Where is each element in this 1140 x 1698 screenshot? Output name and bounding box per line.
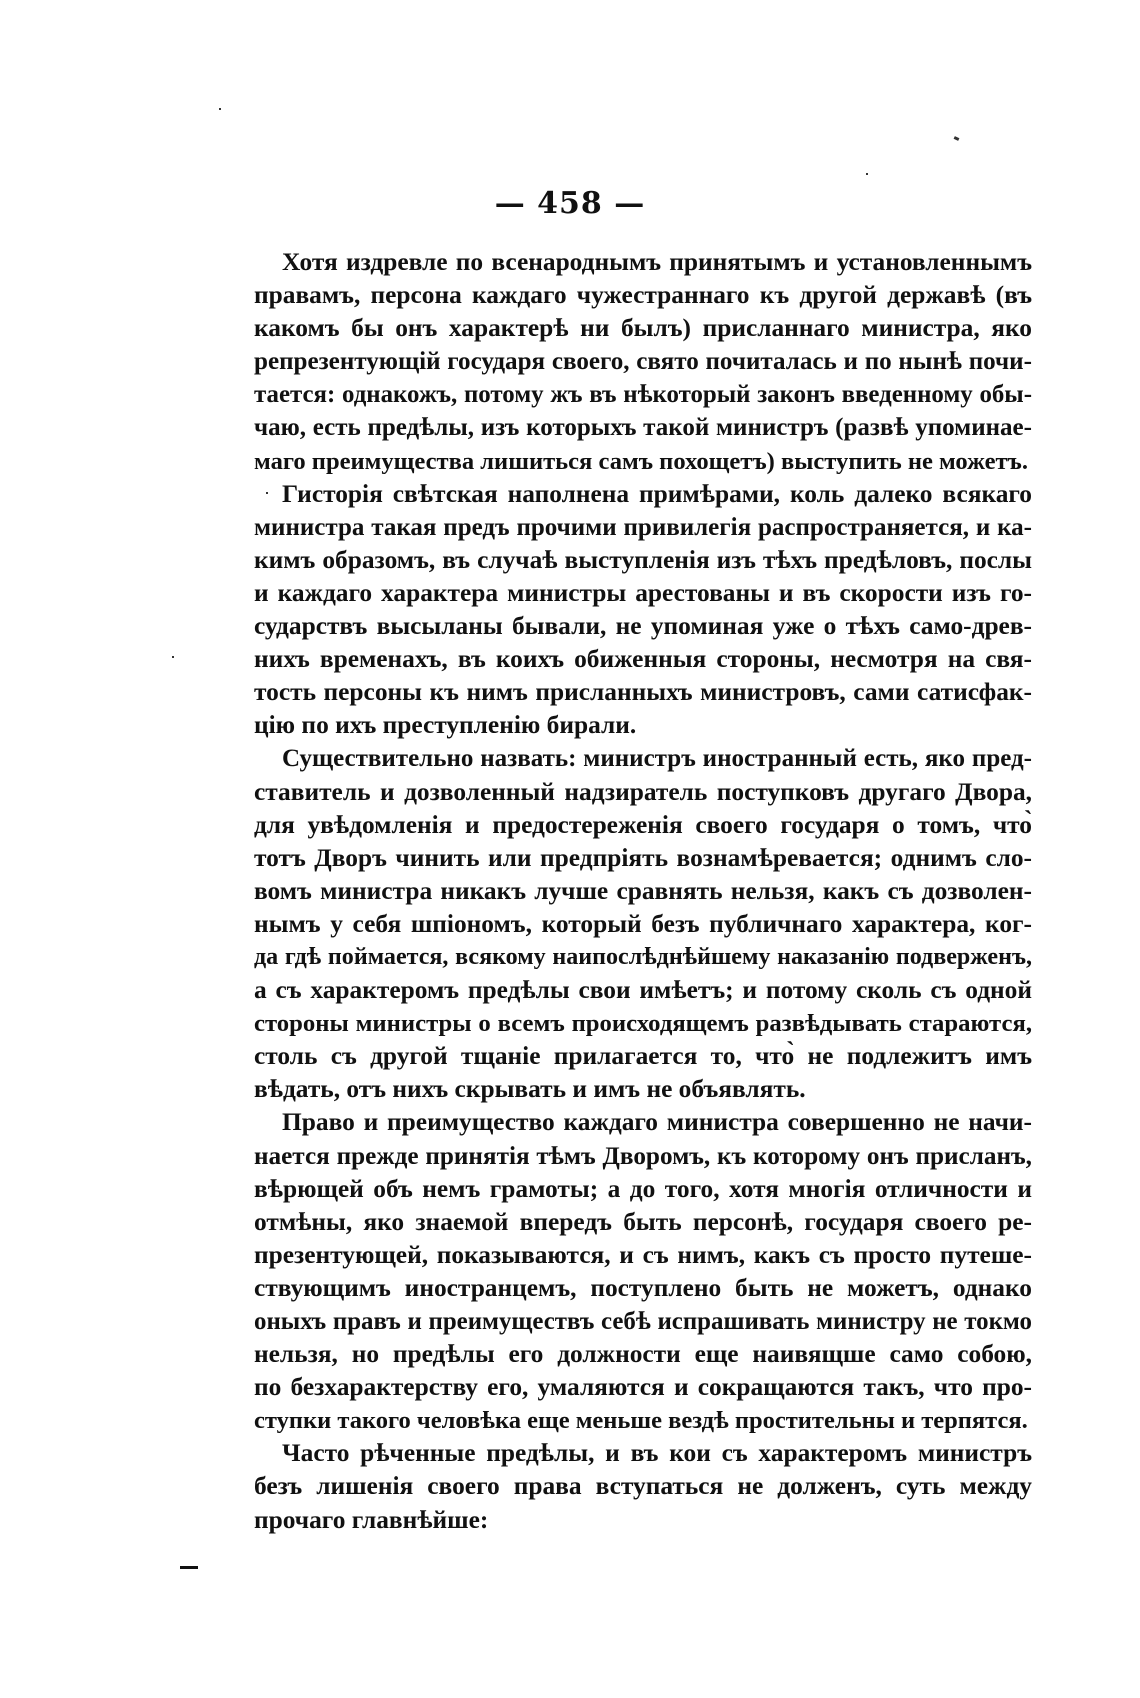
scan-speck: [954, 136, 960, 141]
text-line: безъ лишенія своего права вступаться не долженъ, суть между: [254, 1472, 1032, 1501]
text-line: прочаго главнѣйше:: [254, 1505, 489, 1534]
text-line: столь съ другой тщаніе прилагается то, что̀ не подлежитъ имъ: [254, 1042, 1032, 1071]
text-line: Гисторія свѣтская наполнена примѣрами, коль далеко всякаго: [282, 479, 1032, 508]
text-line: вѣдать, отъ нихъ скрывать и имъ не объявлять.: [254, 1075, 806, 1104]
text-line: ступки такого человѣка еще меньше вездѣ простительны и терпятся.: [254, 1407, 1028, 1435]
text-line: а съ характеромъ предѣлы свои имѣетъ; и потому сколь съ одной: [254, 976, 1032, 1005]
text-line: для увѣдомленія и предостереженія своего государя о томъ, что̀: [254, 810, 1032, 839]
paragraph: [254, 742, 1032, 1106]
body-text: [254, 246, 1032, 1537]
text-line: тается: однакожъ, потому жъ въ нѣкоторый законъ введенному обы-: [254, 381, 1032, 409]
scan-mark: [180, 1566, 198, 1569]
text-line: правамъ, персона каждаго чужестраннаго къ другой державѣ (въ: [254, 281, 1032, 310]
paragraph: [254, 1106, 1032, 1437]
text-line: стороны министры о всемъ происходящемъ развѣдывать стараются,: [254, 1010, 1032, 1038]
text-line: нихъ временахъ, въ коихъ обиженныя стороны, несмотря на свя-: [254, 645, 1032, 674]
text-line: ставитель и дозволенный надзиратель поступковъ другаго Двора,: [254, 777, 1032, 806]
text-line: вѣрющей объ немъ грамоты; а до того, хотя многія отличности и: [254, 1174, 1032, 1203]
text-line: тотъ Дворъ чинить или предпріять вознамѣревается; однимъ сло-: [254, 843, 1032, 872]
text-line: сударствъ высыланы бывали, не упоминая уже о тѣхъ само-древ-: [254, 612, 1032, 641]
text-line: нельзя, но предѣлы его должности еще наивящше само собою,: [254, 1340, 1032, 1369]
text-line: Часто рѣченные предѣлы, и въ кои съ характеромъ министръ: [282, 1439, 1032, 1468]
page-number: — 458 —: [494, 186, 646, 221]
text-line: Существительно назвать: министръ иностранный есть, яко пред-: [282, 745, 1032, 773]
text-line: цію по ихъ преступленію бирали.: [254, 711, 637, 740]
text-line: министра такая предъ прочими привилегія распространяется, и ка-: [254, 513, 1032, 541]
text-line: и каждаго характера министры арестованы и въ скорости изъ го-: [254, 578, 1032, 607]
text-line: ствующимъ иностранцемъ, поступлено быть не можетъ, однако: [254, 1273, 1032, 1302]
text-line: чаю, есть предѣлы, изъ которыхъ такой министръ (развѣ упоминае-: [254, 414, 1032, 442]
text-line: Право и преимущество каждаго министра совершенно не начи-: [282, 1108, 1032, 1137]
paragraph: [254, 478, 1032, 743]
text-line: тость персоны къ нимъ присланныхъ министровъ, сами сатисфак-: [254, 678, 1032, 707]
text-line: да гдѣ поймается, всякому наипослѣднѣйшему наказанію подверженъ,: [254, 943, 1032, 970]
scan-speck: [266, 492, 268, 494]
text-line: отмѣны, яко знаемой впередъ быть персонѣ, государя своего ре-: [254, 1207, 1032, 1236]
text-line: репрезентующій государя своего, свято почиталась и по нынѣ почи-: [254, 348, 1032, 376]
text-line: какомъ бы онъ характерѣ ни былъ) присланнаго министра, яко: [254, 314, 1032, 343]
text-line: кимъ образомъ, въ случаѣ выступленія изъ тѣхъ предѣловъ, послы: [254, 545, 1032, 574]
text-line: оныхъ правъ и преимуществъ себѣ испрашивать министру не токмо: [254, 1308, 1032, 1335]
paragraph: [254, 246, 1032, 478]
text-line: нается прежде принятія тѣмъ Дворомъ, къ которому онъ присланъ,: [254, 1142, 1032, 1170]
paragraph: [254, 1437, 1032, 1536]
text-line: вомъ министра никакъ лучше сравнять нельзя, какъ съ дозволен-: [254, 876, 1032, 905]
scan-speck: [219, 108, 221, 110]
scan-speck: [866, 173, 868, 175]
text-line: маго преимущества лишиться самъ похощетъ) выступить не можетъ.: [254, 447, 1029, 475]
scan-speck: [172, 656, 174, 658]
text-line: Хотя издревле по всенароднымъ принятымъ и установленнымъ: [282, 248, 1032, 276]
text-line: нымъ у себя шпіономъ, который безъ публичнаго характера, ког-: [254, 909, 1032, 938]
text-line: по безхарактерству его, умаляются и сокращаются такъ, что про-: [254, 1373, 1032, 1402]
text-line: презентующей, показываются, и съ нимъ, какъ съ просто путеше-: [254, 1240, 1032, 1269]
